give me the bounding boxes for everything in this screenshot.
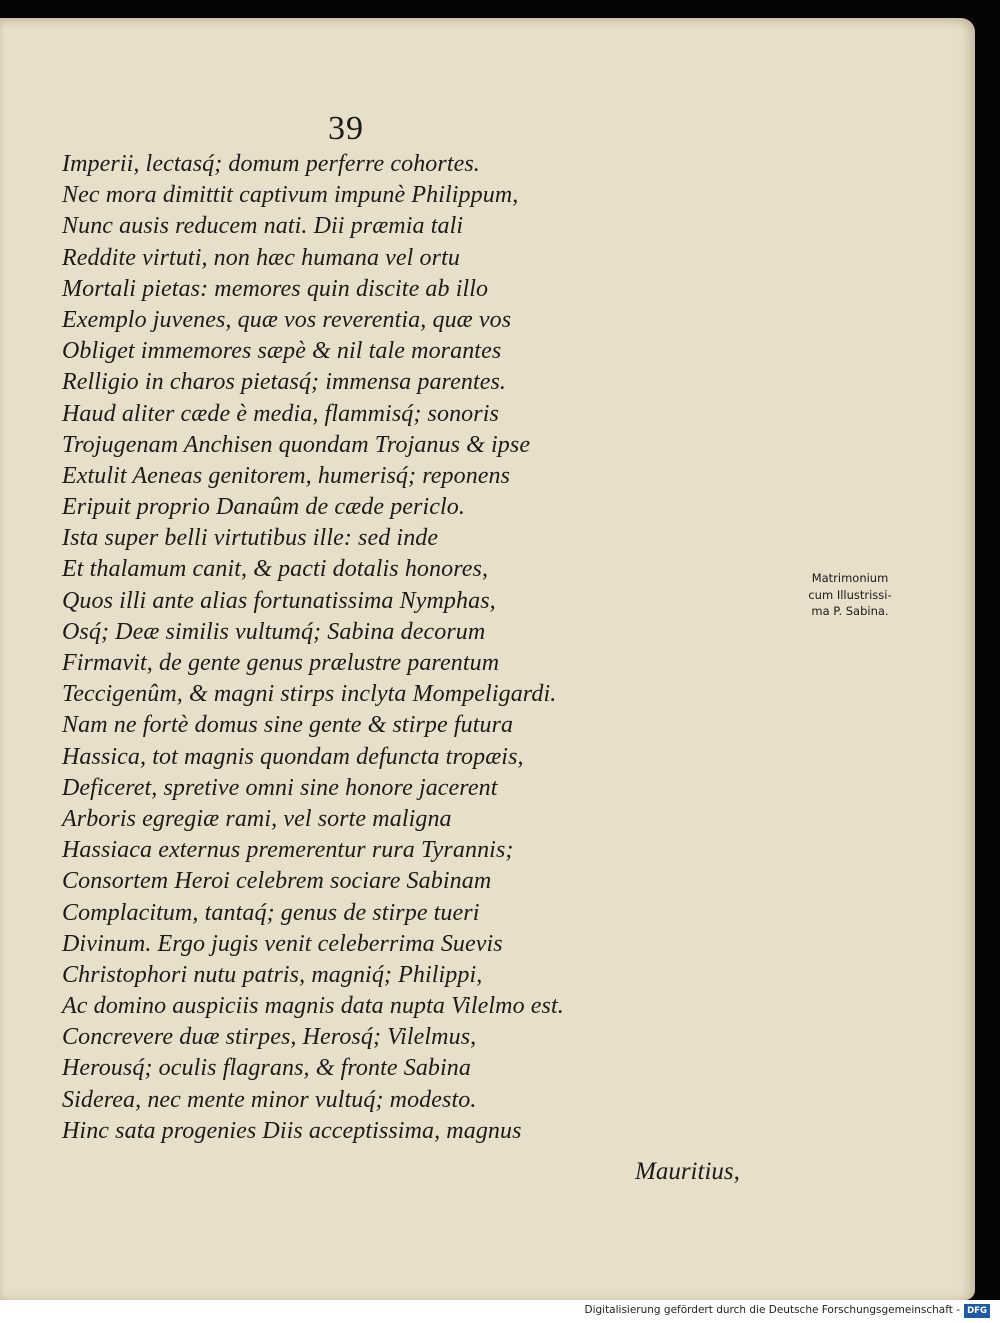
poem-line: Haud aliter cæde è media, flammisq́; sonoris bbox=[62, 400, 499, 427]
poem-line: Consortem Heroi celebrem sociare Sabinam bbox=[62, 868, 492, 895]
poem-line: Divinum. Ergo jugis venit celeberrima Suevis bbox=[62, 930, 503, 957]
poem-line: Osq́; Deæ similis vultumq́; Sabina decorum bbox=[62, 618, 486, 645]
poem-line: Trojugenam Anchisen quondam Trojanus & ipse bbox=[62, 431, 531, 458]
poem-line: Arboris egregiæ rami, vel sorte maligna bbox=[62, 805, 452, 832]
funding-notice: Digitalisierung gefördert durch die Deutsche Forschungsgemeinschaft - bbox=[584, 1304, 960, 1316]
poem-line: Quos illi ante alias fortunatissima Nymphas, bbox=[62, 587, 496, 614]
poem-line: Nam ne fortè domus sine gente & stirpe futura bbox=[62, 712, 514, 739]
poem-line: Ista super belli virtutibus ille: sed inde bbox=[62, 525, 439, 552]
marginal-note-line: Matrimonium bbox=[811, 571, 889, 585]
poem-line: Hassiaca externus premerentur rura Tyrannis; bbox=[62, 837, 514, 864]
poem-line: Hinc sata progenies Diis acceptissima, magnus bbox=[62, 1117, 522, 1144]
poem-line: Christophori nutu patris, magniq́; Philippi, bbox=[62, 961, 483, 988]
poem-line: Reddite virtuti, non hæc humana vel ortu bbox=[62, 244, 460, 271]
poem-text bbox=[62, 149, 564, 1147]
poem-line: Eripuit proprio Danaûm de cæde periclo. bbox=[62, 494, 465, 521]
poem-line: Nunc ausis reducem nati. Dii præmia tali bbox=[62, 213, 464, 240]
poem-line: Obliget immemores sæpè & nil tale morantes bbox=[62, 338, 502, 365]
poem-line: Teccigenûm, & magni stirps inclyta Mompeligardi. bbox=[62, 681, 557, 708]
poem-line: Relligio in charos pietasq́; immensa parentes. bbox=[62, 369, 506, 396]
marginal-note bbox=[780, 570, 920, 620]
poem-line: Ac domino auspiciis magnis data nupta Vilelmo est. bbox=[62, 993, 564, 1020]
poem-line: Deficeret, spretive omni sine honore jacerent bbox=[62, 774, 498, 801]
poem-line: Herousq́; oculis flagrans, & fronte Sabina bbox=[62, 1055, 471, 1082]
catchword: Mauritius, bbox=[635, 1158, 740, 1185]
marginal-note-line: ma P. Sabina. bbox=[811, 604, 889, 618]
poem-line: Complacitum, tantaq́; genus de stirpe tueri bbox=[62, 899, 480, 926]
footer-bar bbox=[0, 1300, 1000, 1323]
poem-line: Et thalamum canit, & pacti dotalis honores, bbox=[62, 556, 489, 583]
poem-line: Extulit Aeneas genitorem, humerisq́; reponens bbox=[62, 462, 511, 489]
poem-line: Hassica, tot magnis quondam defuncta tropæis, bbox=[62, 743, 524, 770]
poem-line: Siderea, nec mente minor vultuq́; modesto. bbox=[62, 1086, 477, 1113]
dfg-logo-icon: DFG bbox=[964, 1304, 990, 1318]
poem-line: Exemplo juvenes, quæ vos reverentia, quæ vos bbox=[62, 306, 512, 333]
poem-line: Nec mora dimittit captivum impunè Philippum, bbox=[62, 182, 519, 209]
poem-line: Firmavit, de gente genus prælustre parentum bbox=[62, 650, 500, 676]
page-number: 39 bbox=[328, 110, 364, 147]
poem-line: Imperii, lectasq́; domum perferre cohortes. bbox=[62, 151, 480, 177]
marginal-note-line: cum Illustrissi- bbox=[808, 587, 892, 602]
poem-line: Mortali pietas: memores quin discite ab illo bbox=[62, 275, 489, 302]
poem-line: Concrevere duæ stirpes, Herosq́; Vilelmus, bbox=[62, 1024, 477, 1051]
book-page bbox=[0, 18, 975, 1300]
